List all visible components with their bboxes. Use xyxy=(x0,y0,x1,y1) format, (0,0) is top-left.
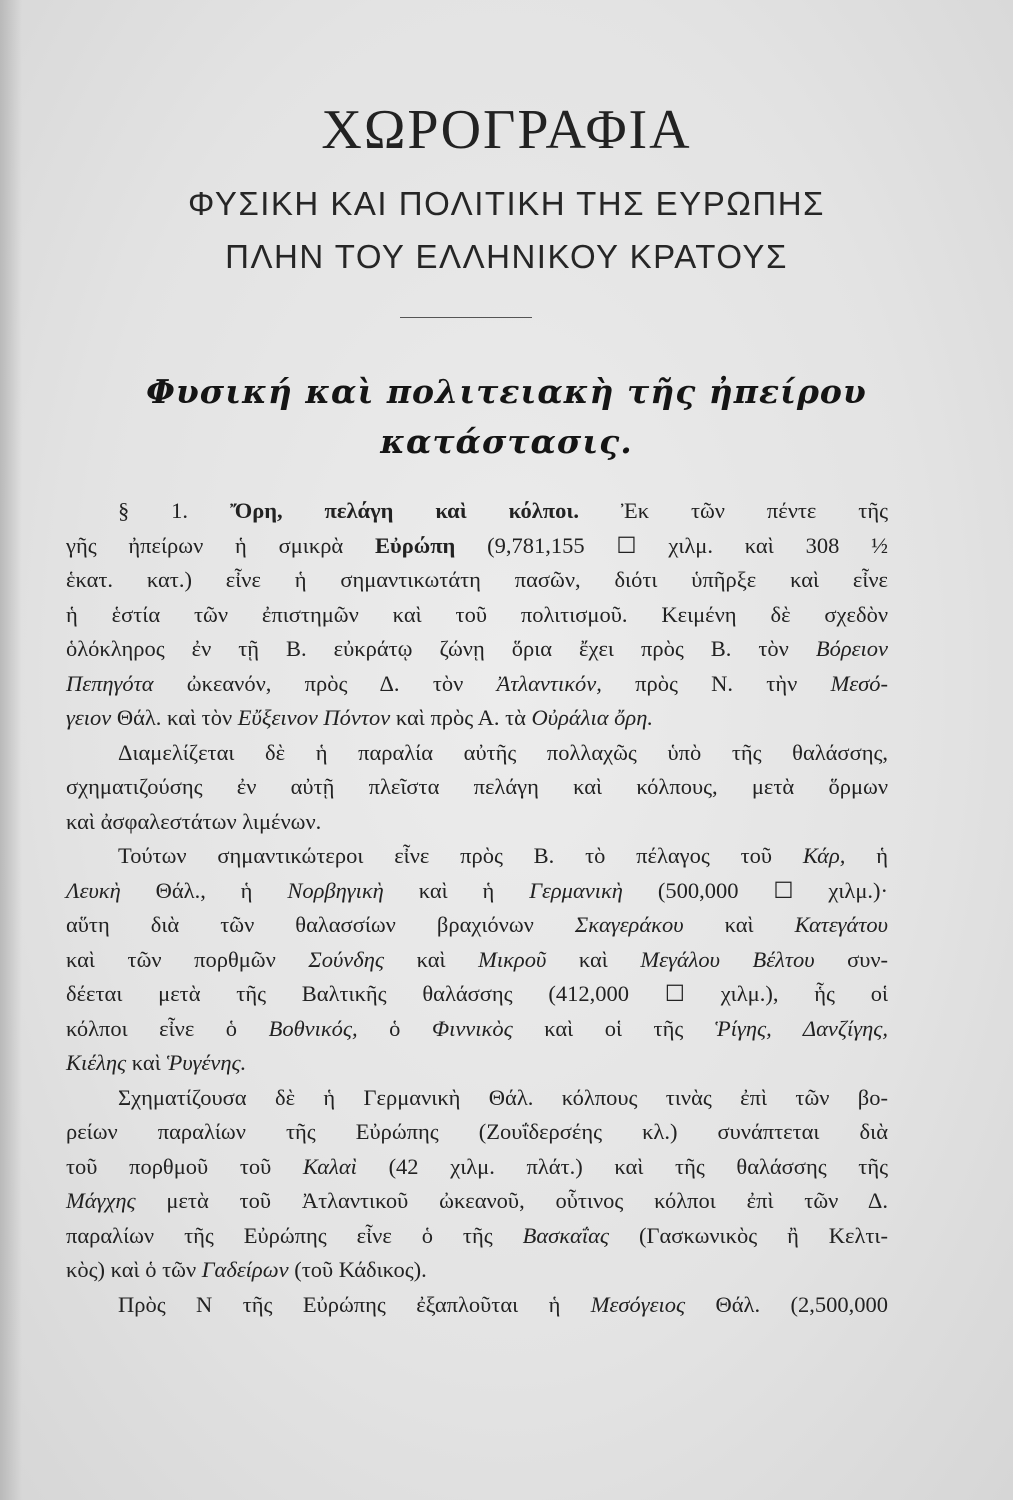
italic-term: Πεπηγότα xyxy=(66,670,154,696)
text-run: καὶ ἡ xyxy=(383,877,530,903)
text-run: καὶ οἱ τῆς xyxy=(512,1015,715,1041)
text-line: Σχηματίζουσα δὲ ἡ Γερμανικὴ Θάλ. κόλπους τινὰς ἐπὶ τῶν βο- xyxy=(118,1084,888,1110)
text-run: καὶ xyxy=(126,1050,167,1075)
text-run: καὶ xyxy=(546,946,641,972)
text-run: κόλποι εἶνε ὁ xyxy=(66,1015,269,1041)
italic-term: Φιννικὸς xyxy=(431,1015,513,1041)
text-run: ὠκεανόν, πρὸς Δ. τὸν xyxy=(153,670,497,696)
text-line xyxy=(66,632,888,667)
italic-term: Μεσόγειος xyxy=(590,1291,686,1317)
paragraph-heading: Ὄρη, πελάγη καὶ κόλποι. xyxy=(229,498,579,523)
text-run: μετὰ τοῦ Ἀτλαντικοῦ ὠκεανοῦ, οὗτινος κόλποι ἐπὶ τῶν Δ. xyxy=(135,1188,888,1213)
text-run: αὕτη διὰ τῶν θαλασσίων βραχιόνων xyxy=(66,912,575,937)
text-run: Πρὸς Ν τῆς Εὐρώπης ἐξαπλοῦται ἡ xyxy=(118,1291,591,1317)
text-line xyxy=(66,1150,888,1185)
text-run: ἡ xyxy=(845,843,888,868)
italic-term: Ῥίγης, Δανζίγης, xyxy=(714,1015,889,1041)
text-line: ἑκατ. κατ.) εἶνε ἡ σημαντικωτάτη πασῶν, διότι ὑπῆρξε καὶ εἶνε xyxy=(66,567,888,592)
text-line xyxy=(66,1184,888,1219)
text-run: (500,000 ☐ χιλμ.)· xyxy=(622,877,888,903)
italic-term: Κιέλης xyxy=(66,1050,127,1075)
text-line xyxy=(66,1253,888,1288)
text-run: (τοῦ Κάδικος). xyxy=(288,1257,427,1282)
text-line xyxy=(66,1219,888,1254)
text-line xyxy=(66,494,888,529)
italic-term: Ῥυγένης. xyxy=(166,1050,247,1075)
text-run: καὶ πρὸς Α. τὰ xyxy=(390,705,532,730)
italic-term: Σκαγεράκου xyxy=(574,912,684,937)
text-run: Ἐκ τῶν πέντε τῆς xyxy=(578,498,889,523)
italic-term: Λευκὴ xyxy=(66,877,121,903)
italic-term: Βόρειον xyxy=(815,636,888,661)
divider-rule xyxy=(400,317,532,318)
text-run: Θάλ., ἡ xyxy=(120,877,288,903)
text-line xyxy=(66,874,888,909)
text-line xyxy=(66,1288,888,1323)
italic-term: Μικροῦ xyxy=(478,946,547,972)
italic-term: Γερμανικὴ xyxy=(529,877,623,903)
text-run: συν- xyxy=(814,946,889,972)
text-run: (Γασκωνικὸς ἢ Κελτι- xyxy=(609,1222,888,1248)
italic-term: Οὐράλια ὄρη. xyxy=(531,705,654,730)
text-line xyxy=(66,943,888,978)
text-run: καὶ xyxy=(384,946,479,972)
text-line xyxy=(66,667,888,702)
italic-term: Κατεγάτου xyxy=(794,912,888,937)
subtitle-line-2: ΠΛΗΝ ΤΟΥ ΕΛΛΗΝΙΚΟΥ ΚΡΑΤΟΥΣ xyxy=(225,238,788,275)
section-heading-line-1: Φυσική καὶ πολιτειακὴ τῆς ἠπείρου xyxy=(146,372,867,411)
italic-term: Καλαὶ xyxy=(302,1153,357,1179)
text-line: ρείων παραλίων τῆς Εὐρώπης (Ζουΐδερσέης κλ.) συνάπτεται διὰ xyxy=(66,1119,888,1144)
text-run: Θάλ. (2,500,000 xyxy=(685,1291,888,1317)
italic-term: Βοθνικός, xyxy=(268,1015,358,1041)
body-text xyxy=(66,494,888,1322)
text-line: ἡ ἑστία τῶν ἐπιστημῶν καὶ τοῦ πολιτισμοῦ. Κειμένη δὲ σχεδὸν xyxy=(66,601,888,627)
bold-term: Εὐρώπη xyxy=(375,532,456,558)
text-run: Τούτων σημαντικώτεροι εἶνε πρὸς Β. τὸ πέλαγος τοῦ xyxy=(118,843,803,868)
text-line xyxy=(66,1046,888,1081)
italic-term: Μάγχης xyxy=(66,1188,136,1213)
text-line xyxy=(66,701,888,736)
italic-term: Βασκαΐας xyxy=(522,1222,610,1248)
text-run: τοῦ πορθμοῦ τοῦ xyxy=(66,1153,303,1179)
italic-term: Μεγάλου Βέλτου xyxy=(640,946,815,972)
italic-term: Κάρ, xyxy=(802,843,846,868)
subtitle-line-1: ΦΥΣΙΚΗ ΚΑΙ ΠΟΛΙΤΙΚΗ ΤΗΣ ΕΥΡΩΠΗΣ xyxy=(188,185,825,222)
text-line: Διαμελίζεται δὲ ἡ παραλία αὐτῆς πολλαχῶς ὑπὸ τῆς θαλάσσης, xyxy=(118,739,888,765)
text-run: καὶ τῶν πορθμῶν xyxy=(66,946,309,972)
text-line xyxy=(66,1012,888,1047)
italic-term: Νορβηγικὴ xyxy=(287,877,384,903)
italic-term: Ἀτλαντικόν, xyxy=(496,670,602,696)
text-line: σχηματιζούσης ἐν αὐτῇ πλεῖστα πελάγη καὶ κόλπους, μετὰ ὅρμων xyxy=(66,774,888,799)
text-run: ὁ xyxy=(357,1015,432,1041)
text-run: ὁλόκληρος ἐν τῇ Β. εὐκράτῳ ζώνῃ ὅρια ἔχει πρὸς Β. τὸν xyxy=(66,636,816,661)
section-heading-line-2: κατάστασις. xyxy=(380,422,633,461)
italic-term: γειον xyxy=(66,705,112,730)
italic-term: Σούνδης xyxy=(308,946,385,972)
text-run: κὸς) καὶ ὁ τῶν xyxy=(66,1257,202,1282)
text-run: Θάλ. καὶ τὸν xyxy=(111,705,238,730)
text-line: καὶ ἀσφαλεστάτων λιμένων. xyxy=(66,808,322,834)
text-line xyxy=(66,839,888,874)
italic-term: Εὔξεινον Πόντον xyxy=(237,705,391,730)
italic-term: Γαδείρων xyxy=(201,1257,289,1282)
text-line xyxy=(66,908,888,943)
text-run: πρὸς Ν. τὴν xyxy=(601,670,831,696)
text-run: (42 χιλμ. πλάτ.) καὶ τῆς θαλάσσης τῆς xyxy=(356,1153,888,1179)
section-number: § 1. xyxy=(118,498,230,523)
page-title: ΧΩΡΟΓΡΑΦΙΑ xyxy=(321,99,692,161)
text-run: παραλίων τῆς Εὐρώπης εἶνε ὁ τῆς xyxy=(66,1222,523,1248)
text-run: καὶ xyxy=(683,912,795,937)
text-run: (9,781,155 ☐ χιλμ. καὶ 308 ½ xyxy=(455,532,888,558)
text-line: δέεται μετὰ τῆς Βαλτικῆς θαλάσσης (412,000 ☐ χιλμ.), ἧς οἱ xyxy=(66,981,888,1006)
text-line xyxy=(66,529,888,564)
page-edge-shadow xyxy=(0,0,22,1500)
italic-term: Μεσό- xyxy=(830,670,889,696)
text-run: γῆς ἠπείρων ἡ σμικρὰ xyxy=(66,532,376,558)
